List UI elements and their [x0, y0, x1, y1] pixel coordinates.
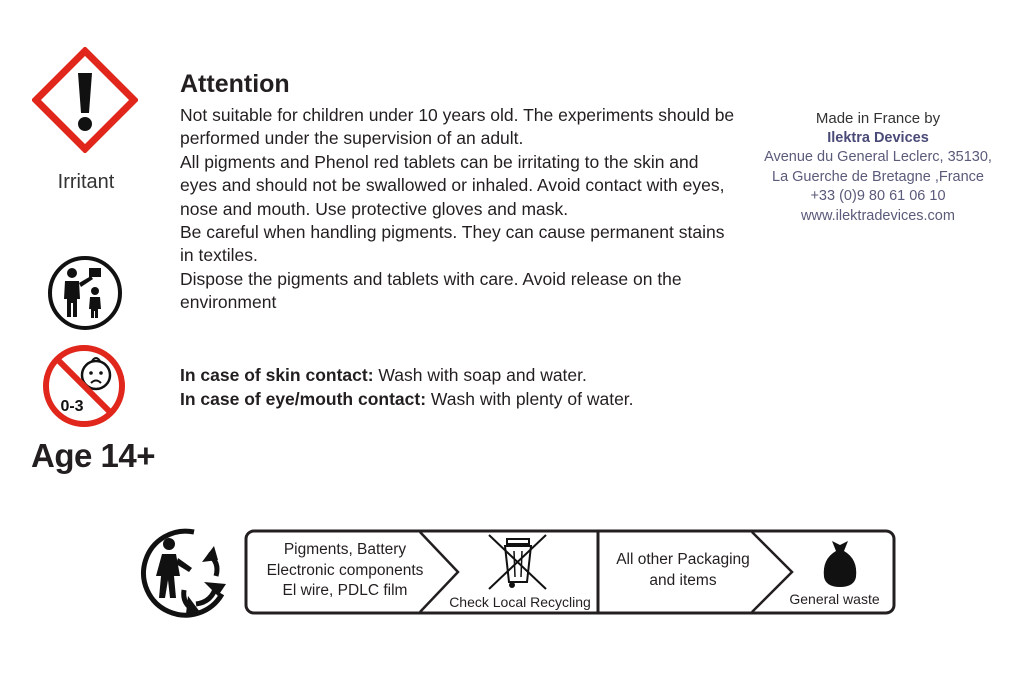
attention-body [180, 104, 740, 315]
not-for-0-3-icon [41, 343, 127, 429]
attention-paragraph: Not suitable for children under 10 years old. The experiments should be performed under the supervision of an adult. [180, 105, 735, 149]
recyclable-items [250, 540, 440, 602]
attention-paragraph: Dispose the pigments and tablets with care. Avoid release on the environment [180, 268, 682, 313]
attention-paragraph: All pigments and Phenol red tablets can be irritating to the skin and eyes and should not be swallowed or inhaled. Avoid contact with eyes, nose and mouth. Use protective gloves and mask. [180, 151, 725, 219]
packaging-items [603, 549, 763, 591]
phone: +33 (0)9 80 61 06 10 [810, 188, 946, 205]
company-name: Ilektra Devices [827, 129, 929, 146]
triman-recycling-icon [134, 524, 234, 620]
items-line-2: Electronic components [266, 561, 424, 579]
exclamation-hazard-icon [32, 47, 138, 153]
attention-paragraph: Be careful when handling pigments. They can cause permanent stains in textiles. [180, 222, 725, 266]
manufacturer-info [748, 109, 1008, 227]
packaging-line-1: All other Packaging [616, 551, 750, 568]
made-in: Made in France by [815, 110, 941, 127]
adult-supervision-icon [47, 255, 123, 331]
age-label: Age 14+ [31, 437, 155, 474]
website: www.ilektradevices.com [801, 207, 955, 224]
items-line-3: El wire, PDLC film [282, 582, 408, 599]
packaging-line-2: and items [649, 572, 717, 589]
first-aid-instructions [180, 364, 780, 411]
items-line-1: Pigments, Battery [283, 541, 407, 558]
general-waste: General waste [789, 591, 880, 607]
check-local-recycling: Check Local Recycling [449, 594, 591, 610]
skin-contact-text: Wash with soap and water. [373, 365, 587, 385]
eye-contact-text: Wash with plenty of water. [426, 388, 634, 409]
skin-contact-line [180, 364, 780, 388]
under3-text: 0-3 [60, 398, 84, 415]
address-line-2: La Guerche de Bretagne ,France [772, 168, 984, 185]
address-line-1: Avenue du General Leclerc, 35130, [764, 149, 992, 166]
eye-contact-line [180, 388, 780, 412]
irritant-label: Irritant [57, 171, 115, 193]
eye-contact-label: In case of eye/mouth contact: [180, 388, 427, 409]
skin-contact-label: In case of skin contact: [180, 365, 374, 385]
attention-title: Attention [180, 70, 290, 98]
